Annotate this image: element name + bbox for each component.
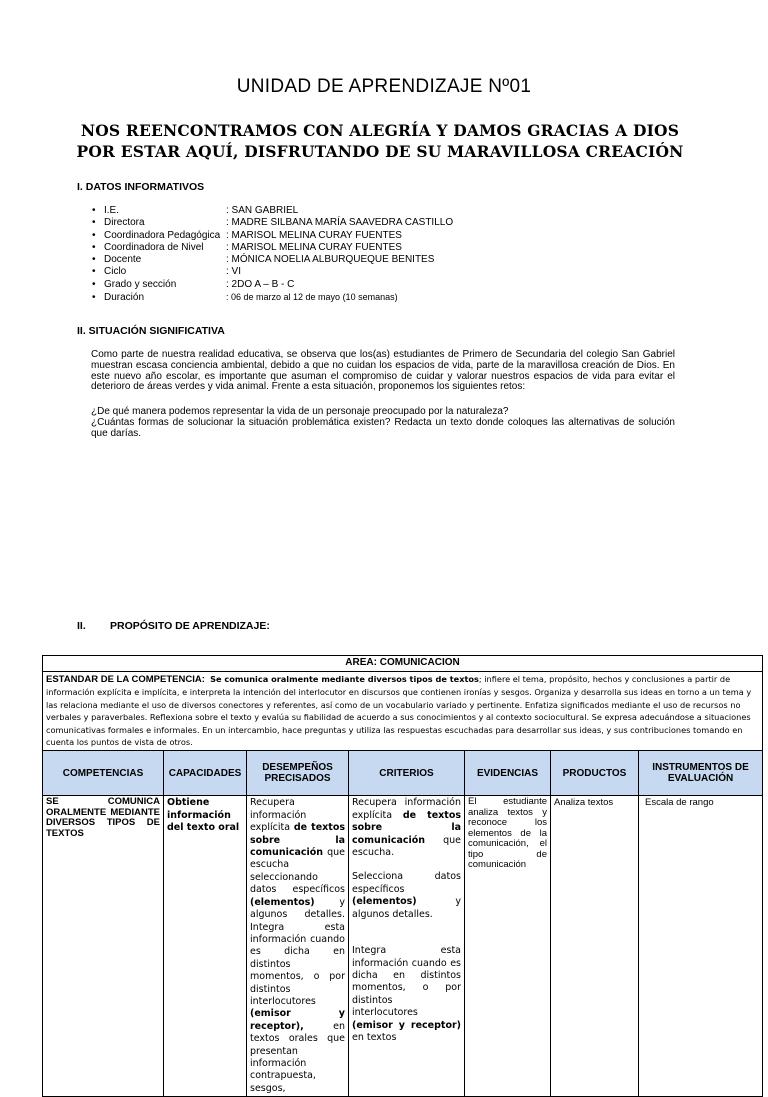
section-title: PROPÓSITO DE APRENDIZAJE:: [110, 620, 270, 632]
info-item-grado: [92, 279, 453, 291]
section-heading-datos-informativos: I. DATOS INFORMATIVOS: [77, 181, 205, 193]
desempeno-bold: (elementos): [250, 896, 315, 908]
info-value: : 2DO A – B - C: [226, 278, 295, 290]
info-value: : MADRE SILBANA MARÍA SAAVEDRA CASTILLO: [226, 217, 454, 229]
table-row: [43, 796, 763, 1097]
col-header-capacidades: CAPACIDADES: [164, 751, 247, 796]
criterio-text: Recupera información explícita: [352, 797, 461, 821]
situation-paragraph: Como parte de nuestra realidad educativa, se observa que los(as) estudiantes de Primero de Secundaria del colegio San Gabriel muestran escasa conciencia ambiental, debido a que no cuidan los espacios de vida, parte de la maravillosa creación de Dios. En este nuevo año escolar, es importante que asuman el compromiso de cuidar y valorar nuestros espacios de vida para evitar el deterioro de áreas verdes y vida animal. Frente a esta situación, proponemos los siguientes retos:: [91, 349, 675, 393]
criterio-text: en textos: [352, 1031, 397, 1043]
learning-purpose-table: [42, 655, 763, 1097]
bullet-icon: •: [92, 229, 96, 241]
bullet-icon: •: [92, 292, 96, 304]
bullet-icon: •: [92, 217, 96, 229]
info-label: Docente: [104, 254, 142, 266]
desempeno-text: y algunos detalles. Integra esta información cuando es dicha en distintos momentos, o por distintos interlocutores: [250, 896, 345, 1007]
criterio-cell: [349, 796, 465, 1097]
standard-label: ESTANDAR DE LA COMPETENCIA:: [46, 674, 205, 685]
info-value: : SAN GABRIEL: [226, 205, 299, 216]
info-item-duracion: [92, 291, 453, 303]
bullet-icon: •: [92, 205, 96, 216]
col-header-evidencias: EVIDENCIAS: [465, 751, 551, 796]
info-label: Coordinadora Pedagógica: [104, 229, 221, 241]
info-label: Coordinadora de Nivel: [104, 241, 204, 253]
competencia-cell: SE COMUNICA ORALMENTE MEDIANTE DIVERSOS TIPOS DE TEXTOS: [43, 796, 164, 1097]
desempeno-text: Recupera información explícita: [250, 797, 307, 834]
criterio-text: Integra esta información cuando es dicha en distintos momentos, o por distintos interlocutores: [352, 945, 461, 1019]
col-header-instrumentos: INSTRUMENTOS DE EVALUACIÓN: [639, 751, 763, 796]
info-label: Duración: [104, 292, 145, 304]
producto-cell: Analiza textos: [551, 796, 639, 1097]
info-value: : VI: [226, 266, 242, 278]
section-heading-situacion-significativa: II. SITUACIÓN SIGNIFICATIVA: [77, 325, 225, 337]
info-item-ie: [92, 205, 453, 217]
document-subtitle: NOS REENCONTRAMOS CON ALEGRÍA Y DAMOS GRACIAS A DIOS POR ESTAR AQUÍ, DISFRUTANDO DE SU MARAVILLOSA CREACIÓN: [76, 121, 684, 161]
document-title: UNIDAD DE APRENDIZAJE Nº01: [236, 76, 532, 97]
criterio-bold: (emisor y receptor): [352, 1019, 461, 1031]
criterio-bold: de textos sobre la comunicación: [352, 809, 461, 846]
info-value: : 06 de marzo al 12 de mayo (10 semanas): [226, 292, 398, 303]
challenge-question-1: ¿De qué manera podemos representar la vida de un personaje preocupado por la naturaleza?: [91, 406, 509, 417]
standard-competency-name: Se comunica oralmente mediante diversos tipos de textos: [210, 674, 479, 684]
capacidad-cell: Obtiene información del texto oral: [164, 796, 247, 1097]
col-header-desempenos: DESEMPEÑOS PRECISADOS: [247, 751, 349, 796]
desempeno-bold: (emisor y receptor),: [250, 1008, 345, 1032]
desempeno-text: que escucha seleccionando datos específicos: [250, 847, 345, 896]
standard-text: ; infiere el tema, propósito, hechos y conclusiones a partir de información explícita e implícita, e interpreta la intención del interlocutor en discursos que contienen ironías y sesgos. Organiza y desarrolla sus ideas en torno a un tema y las relaciona mediante el uso de diversos conectores y referentes, así como de un vocabulario variado y pertinente. Enfatiza significados mediante el uso de recursos no verbales y paraverbales. Reflexiona sobre el texto y evalúa su fiabilidad de acuerdo a sus conocimientos y al contexto sociocultural. Se expresa adecuándose a situaciones comunicativas formales e informales. En un intercambio, hace preguntas y utiliza las respuestas escuchadas para desarrollar sus ideas, y sus contribuciones tomando en cuenta los puntos de vista de otros.: [46, 674, 752, 748]
info-item-coordinadora-pedagogica: [92, 230, 453, 242]
info-item-directora: [92, 217, 453, 229]
evidencia-cell: El estudiante analiza textos y reconoce los elementos de la comunicación, el tipo de comunicación: [465, 796, 551, 1097]
desempeno-text: en textos orales que presentan información contrapuesta, sesgos,: [250, 1020, 345, 1094]
instrumento-cell: Escala de rango: [639, 796, 763, 1097]
criterio-text: Selecciona datos específicos: [352, 871, 461, 895]
desempeno-bold: de textos sobre la comunicación: [250, 822, 345, 859]
spacer: [352, 859, 461, 871]
section-number: II.: [77, 620, 86, 632]
spacer: [352, 921, 461, 945]
section-heading-proposito: [77, 620, 270, 632]
info-item-coordinadora-nivel: [92, 242, 453, 254]
criterio-text: y algunos detalles.: [352, 896, 461, 920]
info-label: I.E.: [104, 205, 120, 216]
desempeno-cell: [247, 796, 349, 1097]
info-value: : MARISOL MELINA CURAY FUENTES: [226, 241, 402, 253]
col-header-criterios: CRITERIOS: [349, 751, 465, 796]
info-value: : MARISOL MELINA CURAY FUENTES: [226, 229, 402, 241]
info-label: Grado y sección: [104, 278, 177, 290]
info-item-ciclo: [92, 266, 453, 278]
criterio-text: que escucha.: [352, 834, 461, 859]
bullet-icon: •: [92, 254, 96, 266]
col-header-productos: PRODUCTOS: [551, 751, 639, 796]
column-header-row: [43, 751, 763, 796]
info-item-docente: [92, 254, 453, 266]
bullet-icon: •: [92, 241, 96, 253]
info-list: [92, 205, 453, 303]
info-label: Ciclo: [104, 266, 127, 278]
info-value: : MÓNICA NOELIA ALBURQUEQUE BENITES: [226, 254, 435, 266]
info-label: Directora: [104, 217, 145, 229]
challenge-question-2: ¿Cuántas formas de solucionar la situación problemática existen? Redacta un texto donde coloques las alternativas de solución que darías.: [91, 417, 675, 439]
area-header: AREA: COMUNICACION: [43, 656, 763, 672]
bullet-icon: •: [92, 278, 96, 290]
col-header-competencias: COMPETENCIAS: [43, 751, 164, 796]
bullet-icon: •: [92, 266, 96, 278]
competency-standard: [43, 672, 763, 751]
criterio-bold: (elementos): [352, 896, 417, 908]
